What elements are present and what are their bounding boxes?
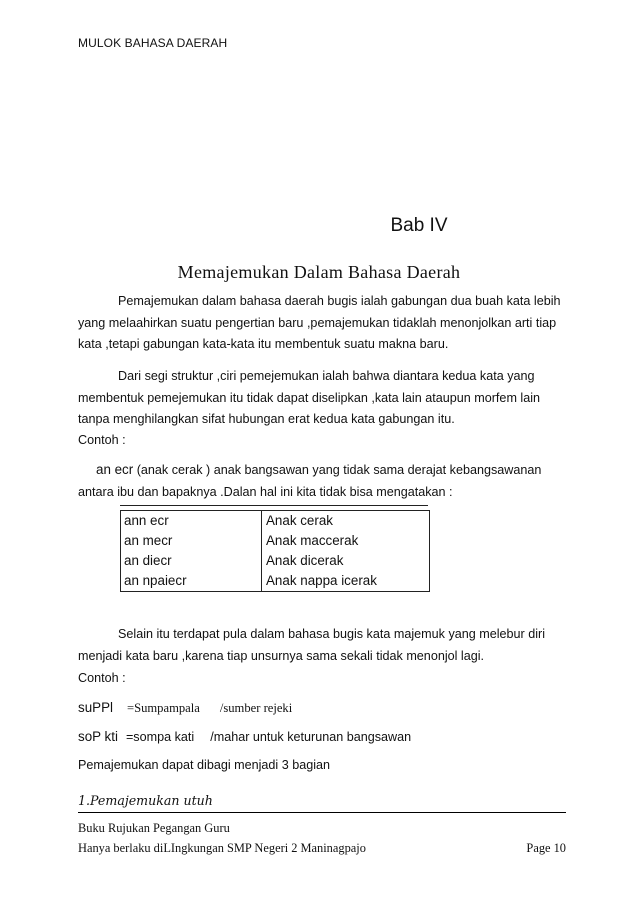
chapter-label: Bab IV (390, 215, 448, 236)
paragraph-division: Pemajemukan dapat dibagi menjadi 3 bagian (78, 758, 331, 772)
paragraph-definition: Pemajemukan dalam bahasa daerah bugis ialah gabungan dua buah kata lebih yang melaahirkan suatu pengertian baru ,pemajemukan tidaklah menonjolkan arti tiap kata ,tetapi gabungan kata-kata itu membentuk suatu makna baru. (78, 294, 561, 351)
footer-scope: Hanya berlaku diLIngkungan SMP Negeri 2 Maninagpajo (78, 841, 366, 855)
paragraph-fused-compounds: Selain itu terdapat pula dalam bahasa bugis kata majemuk yang melebur diri menjadi kata baru ,karena tiap unsurnya sama sekali tidak menonjol lagi. (78, 627, 546, 663)
lontara-word: soP kti (78, 729, 118, 744)
example-line-1 (78, 697, 566, 720)
example-label-1: Contoh : (78, 433, 126, 447)
footer-book-title: Buku Rujukan Pegangan Guru (78, 821, 230, 835)
running-header: MULOK BAHASA DAERAH (78, 36, 228, 50)
page-number: Page 10 (526, 841, 566, 855)
chapter-title: Memajemukan Dalam Bahasa Daerah (177, 262, 461, 282)
script-cell: an diecr (121, 551, 262, 571)
table-top-rule (120, 505, 428, 506)
table-row (121, 551, 430, 571)
table-row (121, 531, 430, 551)
lontara-word: suPPl (78, 700, 113, 715)
example-meaning: /mahar untuk keturunan bangsawan (210, 730, 412, 744)
subsection-heading: 1.Pemajemukan utuh (78, 793, 213, 808)
table-row (121, 571, 430, 592)
script-cell: ann ecr (121, 511, 262, 532)
example-explanation: (anak cerak ) anak bangsawan yang tidak sama derajat kebangsawanan antara ibu dan bapaknya .Dalan hal ini kita tidak bisa mengatakan : (78, 463, 542, 499)
latin-cell: Anak dicerak (262, 551, 430, 571)
paragraph-structure: Dari segi struktur ,ciri pemejemukan ialah bahwa diantara kedua kata yang membentuk pemejemukan itu tidak dapat diselipkan ,kata lain ataupun morfem lain tanpa menghilangkan sifat hubungan erat kedua kata gabungan itu. (78, 369, 541, 426)
example-equivalent: =Sumpampala (126, 701, 200, 715)
example-equivalent: =sompa kati (125, 730, 195, 744)
compound-word-table (120, 510, 430, 592)
example-label-2: Contoh : (78, 671, 126, 685)
lontara-word: an ecr (96, 462, 134, 477)
paragraph-example (78, 459, 566, 503)
latin-cell: Anak nappa icerak (262, 571, 430, 592)
table-row (121, 511, 430, 532)
latin-cell: Anak cerak (262, 511, 430, 532)
chapter-heading (0, 215, 638, 237)
script-cell: an mecr (121, 531, 262, 551)
example-meaning: /sumber rejeki (219, 701, 293, 715)
footer-rule (78, 812, 566, 813)
example-line-2 (78, 726, 566, 749)
script-cell: an npaiecr (121, 571, 262, 592)
latin-cell: Anak maccerak (262, 531, 430, 551)
